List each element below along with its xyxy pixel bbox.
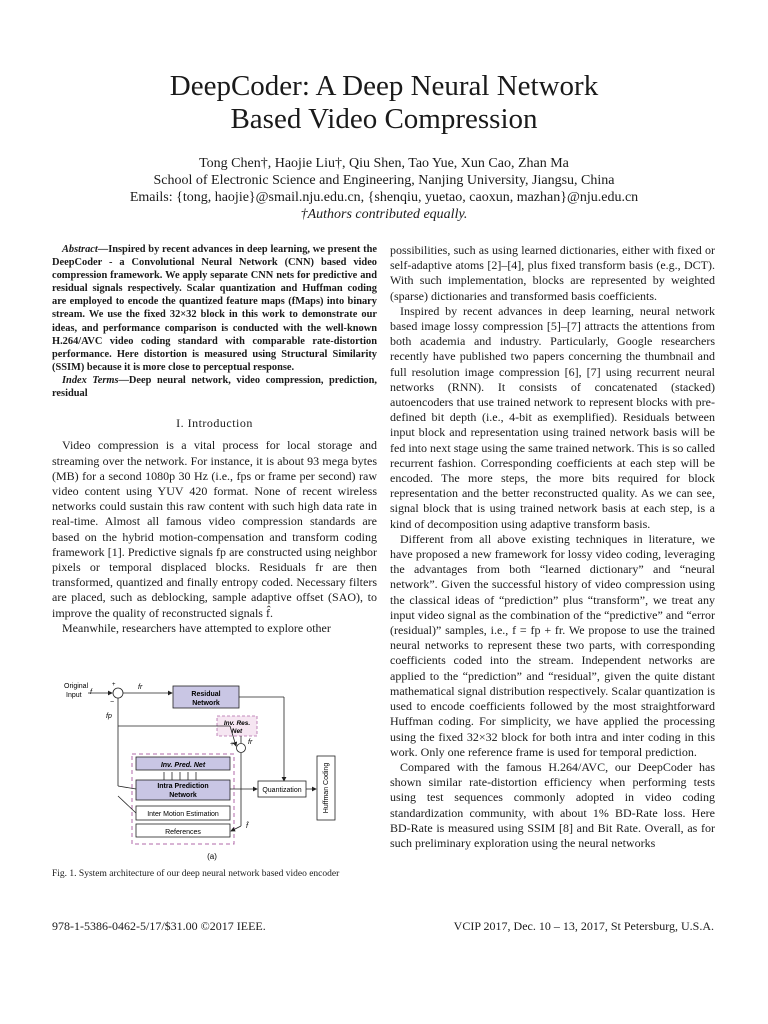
residual-network-label-2: Network — [192, 700, 220, 707]
author-block — [0, 155, 768, 223]
inv-res-net-label-2: Net — [231, 728, 243, 735]
architecture-diagram — [52, 676, 377, 866]
residual-network-label-1: Residual — [191, 691, 221, 698]
left-column — [52, 243, 377, 636]
fr-hat-label: fr — [248, 739, 253, 746]
abstract-text: —Inspired by recent advances in deep learning, we present the DeepCoder - a Convolutional Neural Network (CNN) based video compression framework. We apply separate CNN nets for predictive and residual signals respectively. Scalar quantization and Huffman coding are employed to encode the quantized feature maps (fMaps) into binary stream. We use the fixed 32×32 block in this work to demonstrate our ideas, and performance comparison is conducted with the well-known H.264/AVC video coding standard with comparable rate-distortion performance. Here distortion is measured using Structural Similarity (SSIM) because it is more close to perceptual response. — [52, 244, 377, 373]
intra-prediction-label-1: Intra Prediction — [157, 783, 209, 790]
figure-caption: Fig. 1. System architecture of our deep neural network based video encoder — [52, 869, 340, 879]
title-line-2: Based Video Compression — [230, 103, 538, 135]
title-line-1: DeepCoder: A Deep Neural Network — [169, 70, 599, 102]
left-paragraph-2: Meanwhile, researchers have attempted to explore other — [62, 620, 331, 635]
subtractor-node — [113, 688, 123, 698]
abstract-label: Abstract — [62, 244, 98, 255]
equal-contribution-note: †Authors contributed equally. — [300, 207, 468, 222]
original-input-label-1: Original — [64, 683, 89, 690]
abstract — [52, 243, 377, 374]
emails: Emails: {tong, haojie}@smail.nju.edu.cn, {shenqiu, yuetao, caoxun, mazhan}@nju.edu.cn — [129, 190, 639, 205]
left-paragraph-1: Video compression is a vital process for local storage and streaming over the network. For instance, it is about 93 mega bytes (MB) for a second 1080p 30 Hz (i.e., fps or frame per second) raw video content using YUV 420 format. None of recent wireless networks could sustain this raw content with such high data rate in real-time. Almost all famous video compression standards are based on the hybrid motion-compensation and transform coding framework [1]. Predictive signals fp are constructed using neighbor pixels or temporal displaced blocks. Residuals fr are then transformed, quantized and finally entropy coded. Necessary filters are placed, such as deblocking, sample adaptive offset (SAO), to improve the quality of reconstructed signals f̂. — [52, 438, 377, 620]
right-paragraph-3: Different from all above existing techniques in literature, we have proposed a new framework for lossy video coding, leveraging the advantages from both “learned dictionary” and “neural network”. Given the successful history of video compression using the classical ideas of “prediction” plus “transform”, we treat any input video signal as the combination of the “predictive” and “error (residual)” samples, i.e., f = fp + fr. We propose to use the trained neural networks to represent these two parts, with corresponding coefficients coded into the stream. Independent networks are applied to the “prediction” and “residual”, given the quite distant mathematical signal distribution respectively. Scalar quantization is used to encode coefficients followed by the most straightforward Huffman coding. For simplicity, we have applied the processing using the fixed 32×32 block for both intra and inter coding in this work. Only one reference frame is used for temporal prediction. — [390, 531, 715, 759]
right-paragraph-2: Inspired by recent advances in deep learning, neural network based image lossy compression [5]–[7] attracts the attentions from both academia and industry. Particularly, Google researchers recently have published two papers concerning the thumbnail and full resolution image compression [6], [7] using recurrent neural networks (RNN). It consists of concatenated (stacked) autoencoders that use trained network to represent blocks with pre-defined bit depth (i.e., 4-bit as exemplified). Residuals between input block and representation using trained network basis will be fed into next stage using the same trained network. This is so called recurrent fashion. Corresponding coefficients at each step will be encoded. The more steps, the more bits required for block representation and the better reconstructed quality. As we can see, signal block that is using trained network basis at each step, is a kind of decomposition using adaptive transform basis. — [390, 303, 715, 531]
right-paragraph-1: possibilities, such as using learned dictionaries, either with fixed or self-adaptive atoms [2]–[4], plus fixed transform basis (e.g., DCT). With such implementation, blocks are represented by weighted (sparse) dictionaries and transformed basis coefficients. — [390, 243, 715, 303]
inter-motion-estimation-label: Inter Motion Estimation — [147, 811, 219, 818]
f-label: f — [90, 689, 92, 696]
footer-conference: VCIP 2017, Dec. 10 – 13, 2017, St Petersburg, U.S.A. — [453, 919, 714, 933]
plus-sign-2: + — [230, 741, 235, 748]
adder-node — [237, 744, 246, 753]
fp-label: fp — [106, 713, 112, 720]
inv-res-net-label-1: Inv. Res. — [223, 720, 251, 727]
subfigure-label: (a) — [207, 852, 217, 861]
index-terms — [52, 374, 377, 400]
index-terms-text: —Deep neural network, video compression, prediction, residual — [52, 374, 377, 400]
section-heading: I. Introduction — [176, 416, 253, 431]
minus-sign-1: − — [110, 699, 115, 706]
author-names: Tong Chen†, Haojie Liu†, Qiu Shen, Tao Yue, Xun Cao, Zhan Ma — [199, 156, 569, 171]
right-column — [390, 243, 715, 851]
paper-title — [0, 70, 768, 136]
quantization-label: Quantization — [262, 787, 302, 794]
original-input-label-2: Input — [66, 692, 82, 699]
fr-label: fr — [138, 684, 143, 691]
affiliation: School of Electronic Science and Engineering, Nanjing University, Jiangsu, China — [153, 173, 615, 188]
footer-copyright: 978-1-5386-0462-5/17/$31.00 ©2017 IEEE. — [52, 919, 266, 933]
references-label: References — [165, 829, 201, 836]
plus-sign-1: + — [112, 682, 116, 688]
huffman-coding-label: Huffman Coding — [323, 762, 330, 814]
f-hat-label: f̂ — [246, 823, 248, 830]
index-terms-label: Index Terms — [62, 374, 119, 386]
inv-pred-net-label: Inv. Pred. Net — [160, 762, 206, 769]
intra-prediction-label-2: Network — [169, 792, 197, 799]
figure-1 — [52, 676, 377, 866]
right-paragraph-4: Compared with the famous H.264/AVC, our DeepCoder has shown similar rate-distortion efficiency when performing tests using test sequences commonly adopted in video coding standardization community, with about 1% BD-Rate loss. Here BD-Rate is measured using SSIM [8] and Bit Rate. Overall, as for such preliminary exploration using the neural networks — [390, 759, 715, 850]
